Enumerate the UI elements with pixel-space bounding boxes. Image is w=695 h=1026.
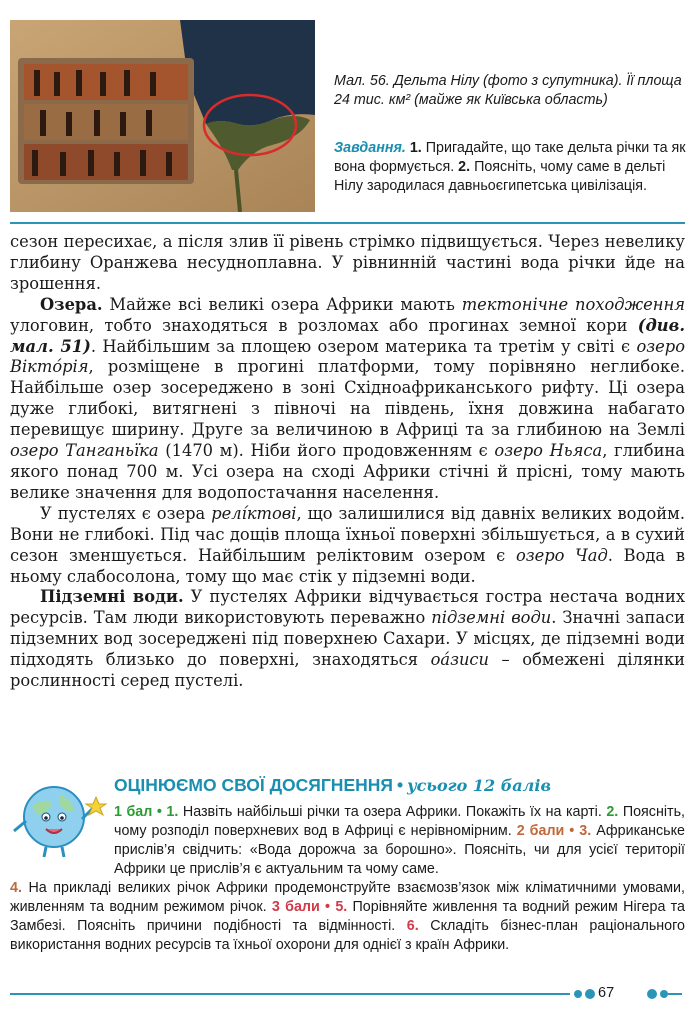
relict-text-2: , що залишилися від давніх великих водойм. Вони не глибокі. Під час дощів площа їхньої поверхні збільшується, а в сухий сезон зменшується. Найбільшим реліктовим озером є	[10, 503, 685, 565]
question-1: Назвіть найбільші річки та озера Африки. Покажіть їх на карті.	[178, 804, 607, 820]
question-6: Складіть бізнес-план раціонального використання водних ресурсів та їхньої охорони для однієї з країн Африки.	[10, 918, 685, 953]
lake-victoria: озеро Вікто́рія	[10, 336, 685, 377]
task-text-2: Поясніть, чому саме в дельті Нілу зародилася давньоєгипетська цивілізація.	[334, 159, 666, 194]
top-divider	[10, 222, 685, 224]
achievements-title	[114, 775, 551, 796]
page-number-ornament-icon	[572, 984, 682, 1004]
grade-3-label: 3 бали • 5.	[271, 899, 348, 915]
task-text-1: Пригадайте, що таке дельта річки та як вона формується.	[334, 140, 686, 175]
paragraph-orange-river	[10, 232, 685, 295]
paragraph-relict-lakes	[10, 504, 685, 588]
groundwater-text-1: У пустелях Африки відчувається гостра нестача водних ресурсів. Там люди використовують переважно	[10, 587, 686, 628]
groundwater-text-3: – обмежені ділянки рослинності серед пустелі.	[10, 650, 685, 691]
lakes-text-6: , глибина якого понад 700 м. Усі озера на сході Африки стічні й прісні, тому мають велике значення для водопостачання населення.	[10, 441, 685, 502]
grade-2-label: 2 бали • 3.	[516, 823, 592, 839]
achievements-questions	[10, 803, 685, 955]
lakes-text-3: . Найбільшим за площею озером материка та третім у світі є	[90, 336, 637, 356]
nile-delta-illustration	[10, 20, 315, 212]
lakes-term-tectonic: тектонічне походження	[461, 294, 685, 314]
task-label: Завдання.	[334, 140, 406, 156]
groundwater-term: підземні води	[431, 608, 552, 628]
oasis-term: оа́зиси	[430, 650, 490, 670]
paragraph-0-text: сезон пересихає, а після злив її рівень стрімко підвищується. Через невелику глибину Оранжева несудноплавна. У рівнинній частині вода річки йде на зрошення.	[10, 232, 685, 293]
question-2-number: 2.	[606, 804, 619, 820]
main-text	[10, 232, 685, 692]
relict-term: релі́ктові	[211, 503, 297, 523]
lakes-figure-ref: (див. мал. 51)	[10, 315, 685, 356]
relict-text-1: У пустелях є озера	[40, 503, 212, 523]
achievements-indented	[10, 803, 685, 879]
grade-1-label: 1 бал • 1.	[114, 804, 179, 820]
nile-delta-photo	[10, 20, 315, 212]
question-2: Поясніть, чому розподіл поверхневих вод в Африці є нерівномірним.	[114, 804, 685, 839]
task-number-1: 1.	[409, 140, 422, 156]
achievements-dot: •	[396, 775, 404, 795]
bottom-divider	[10, 993, 570, 995]
question-4: На прикладі великих річок Африки продемонструйте взаємозв’язок між кліматичними умовами, живленням та водним режимом річок.	[10, 880, 685, 915]
achievements-heading: ОЦІНЮЄМО СВОЇ ДОСЯГНЕННЯ	[114, 775, 393, 795]
task-block	[334, 139, 686, 196]
lakes-text-5: (1470 м). Ніби його продовженням є	[158, 441, 495, 461]
relict-text-3: . Вода в ньому слабосолона, тому що має стік у підземні води.	[10, 545, 685, 586]
groundwater-heading: Підземні води.	[40, 587, 184, 607]
paragraph-groundwater	[10, 587, 685, 692]
task-number-2: 2.	[458, 159, 471, 175]
figure-caption: Мал. 56. Дельта Нілу (фото з супутника). Її площа 24 тис. км² (майже як Київська область)	[334, 73, 682, 108]
lakes-text-4: , розміщене в прогині платформи, тому порівняно неглибоке. Найбільше озер зосереджено в зоні Східноафриканського рифту. Ці озера дуже глибокі, витягнені з півночі на південь, їхня довжина набагато перевищує ширину. Друге за величиною в Африці та за глибиною на Землі	[10, 357, 685, 440]
lake-nyasa: озеро Ньяса	[494, 441, 603, 461]
lake-tanganyika: озеро Танганьїка	[10, 441, 159, 461]
groundwater-text-2: . Значні запаси підземних вод зосереджені під поверхнею Сахари. У місцях, де підземні води підходять близько до поверхні, знаходяться	[10, 608, 686, 670]
lakes-text-1: Майже всі великі озера Африки мають	[102, 294, 462, 314]
question-6-number: 6.	[406, 918, 419, 934]
achievements-subtitle: усього 12 балів	[407, 776, 551, 795]
lakes-heading: Озера.	[40, 294, 103, 314]
question-5: Порівняйте живлення та водний режим Нігера та Замбезі. Поясніть причини подібності та відмінності.	[10, 899, 685, 934]
question-3-a: Африканське прислів’я свідчить: «Вода дорожча за борошно». Поясніть, чи для усієї території Африки це прислів’я є актуальним та чому саме.	[114, 823, 686, 877]
question-4-number: 4.	[10, 880, 22, 896]
paragraph-lakes	[10, 295, 685, 504]
lake-chad: озеро Чад	[515, 545, 608, 565]
page-number: 67	[598, 985, 615, 1001]
lakes-text-2: улоговин, тобто знаходяться в розломах або прогинах земної кори	[10, 315, 638, 335]
